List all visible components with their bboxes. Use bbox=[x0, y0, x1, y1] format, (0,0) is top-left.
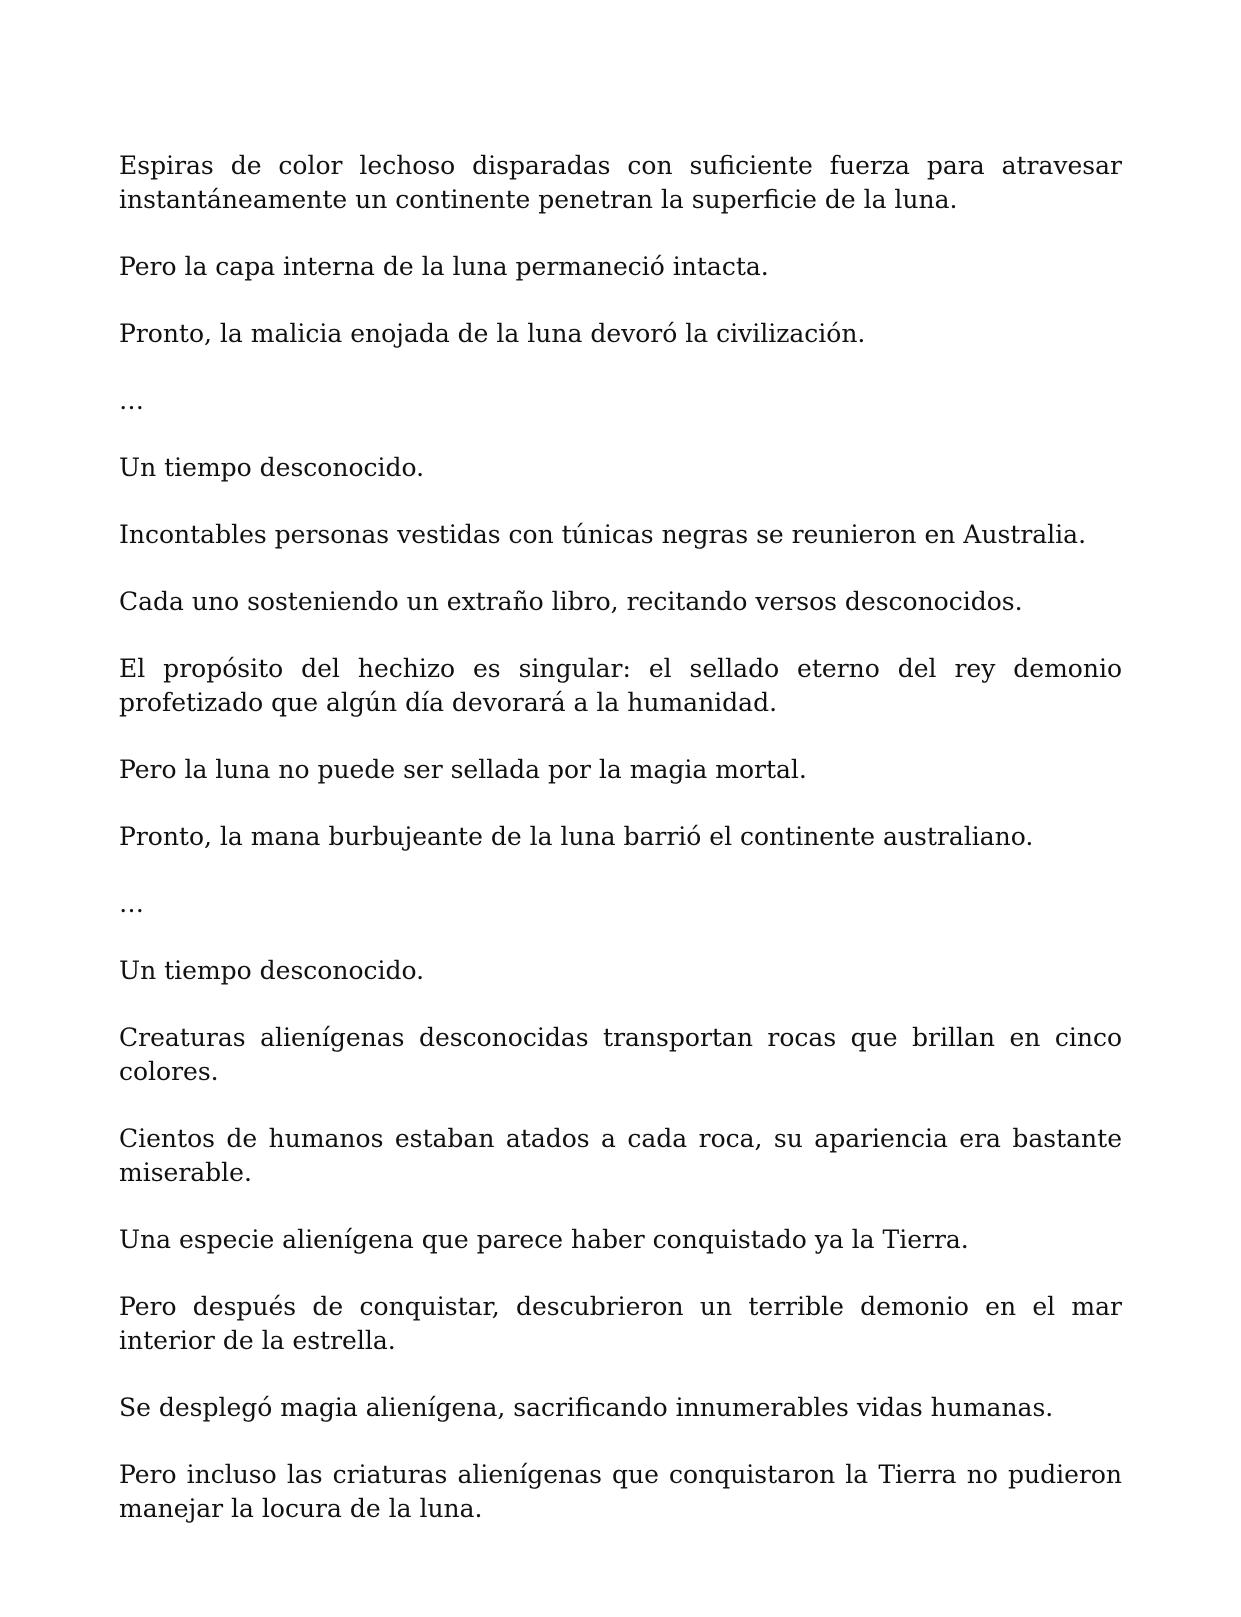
scene-break-1: … bbox=[119, 386, 144, 415]
document-page bbox=[119, 149, 1122, 1559]
paragraph-10: Un tiempo desconocido. bbox=[119, 956, 425, 985]
paragraph-15: Se desplegó magia alienígena, sacrificando innumerables vidas humanas. bbox=[119, 1393, 1054, 1422]
paragraph-1: Espiras de color lechoso disparadas con suficiente fuerza para atravesar instantáneamente un continente penetran la superficie de la luna. bbox=[119, 151, 1122, 214]
paragraph-5: Incontables personas vestidas con túnicas negras se reunieron en Australia. bbox=[119, 520, 1087, 549]
paragraph-13: Una especie alienígena que parece haber conquistado ya la Tierra. bbox=[119, 1225, 969, 1254]
paragraph-7: El propósito del hechizo es singular: el sellado eterno del rey demonio profetizado que algún día devorará a la humanidad. bbox=[119, 654, 1122, 717]
paragraph-2: Pero la capa interna de la luna permaneció intacta. bbox=[119, 252, 769, 281]
paragraph-12: Cientos de humanos estaban atados a cada roca, su apariencia era bastante miserable. bbox=[119, 1124, 1122, 1187]
paragraph-6: Cada uno sosteniendo un extraño libro, recitando versos desconocidos. bbox=[119, 587, 1023, 616]
paragraph-3: Pronto, la malicia enojada de la luna devoró la civilización. bbox=[119, 319, 866, 348]
paragraph-4: Un tiempo desconocido. bbox=[119, 453, 425, 482]
scene-break-2: … bbox=[119, 889, 144, 918]
paragraph-9: Pronto, la mana burbujeante de la luna barrió el continente australiano. bbox=[119, 822, 1034, 851]
paragraph-8: Pero la luna no puede ser sellada por la magia mortal. bbox=[119, 755, 807, 784]
paragraph-16: Pero incluso las criaturas alienígenas que conquistaron la Tierra no pudieron manejar la locura de la luna. bbox=[119, 1460, 1122, 1523]
paragraph-11: Creaturas alienígenas desconocidas transportan rocas que brillan en cinco colores. bbox=[119, 1023, 1122, 1086]
paragraph-14: Pero después de conquistar, descubrieron un terrible demonio en el mar interior de la estrella. bbox=[119, 1292, 1122, 1355]
